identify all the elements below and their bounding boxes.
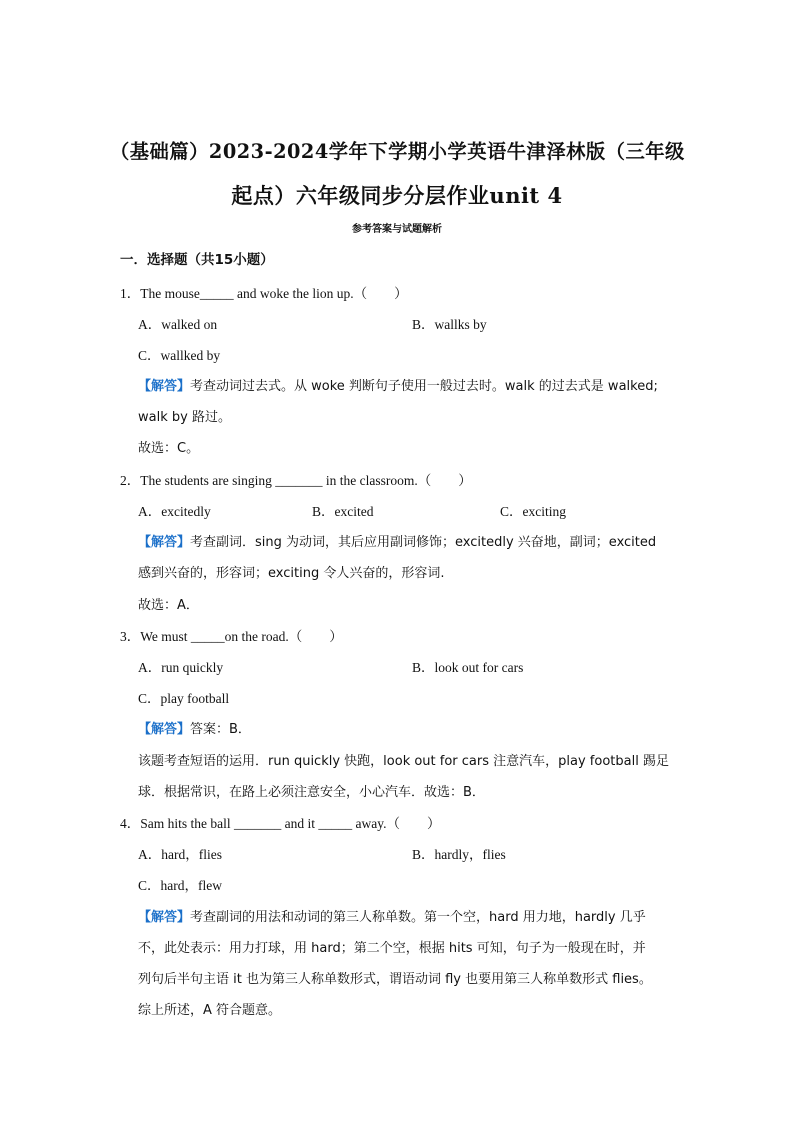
question-3-analysis-line-1	[138, 718, 251, 737]
question-1-stem: 1．The mouse_____ and woke the lion up.（ ）	[120, 286, 408, 301]
question-4-stem: 4．Sam hits the ball _______ and it _____ away.（ ）	[120, 816, 441, 831]
question-1-analysis-line-2: walk by 路过。	[138, 410, 231, 425]
question-3-analysis-line-2: 该题考查短语的运用．run quickly 快跑，look out for cars 注意汽车，play football 踢足	[138, 754, 669, 769]
question-2-stem: 2．The students are singing _______ in the classroom.（ ）	[120, 473, 472, 488]
question-4-option-c: C．hard，flew	[138, 878, 222, 893]
document-title-line-1: （基础篇）2023-2024学年下学期小学英语牛津泽林版（三年级	[110, 140, 685, 163]
question-2-option-a: A．excitedly	[138, 504, 211, 519]
question-2-option-b: B．excited	[312, 504, 374, 519]
question-2-analysis-line-1	[138, 531, 656, 550]
analysis-text: 答案：B．	[190, 722, 251, 737]
question-3-option-a: A．run quickly	[138, 660, 224, 675]
question-2-analysis-line-2: 感到兴奋的，形容词；exciting 令人兴奋的，形容词.	[138, 566, 445, 581]
question-1-answer: 故选：C。	[138, 441, 200, 456]
analysis-tag: 【解答】	[138, 910, 191, 925]
question-4-analysis-line-3: 列句后半句主语 it 也为第三人称单数形式，谓语动词 fly 也要用第三人称单数形式 flies。	[138, 972, 652, 987]
section-title: 一．选择题（共15小题）	[120, 252, 274, 268]
analysis-tag: 【解答】	[138, 379, 191, 394]
question-4-analysis-line-1	[138, 906, 646, 925]
question-4-analysis-line-2: 不，此处表示：用力打球，用 hard；第二个空，根据 hits 可知，句子为一般现在时，并	[138, 941, 646, 956]
question-1-option-b: B．wallks by	[412, 317, 487, 332]
document-subtitle: 参考答案与试题解析	[352, 224, 442, 235]
question-3-option-c: C．play football	[138, 691, 230, 706]
question-2-option-c: C．exciting	[500, 504, 566, 519]
analysis-tag: 【解答】	[138, 722, 191, 737]
question-4-option-a: A．hard，flies	[138, 847, 222, 862]
question-2-answer: 故选：A．	[138, 598, 199, 613]
analysis-text: 考查副词．sing 为动词，其后应用副词修饰；excitedly 兴奋地，副词；excited	[190, 535, 657, 550]
question-1-option-a: A．walked on	[138, 317, 218, 332]
document-title-line-2: 起点）六年级同步分层作业unit 4	[231, 183, 563, 208]
question-3-stem: 3．We must _____on the road.（ ）	[120, 629, 343, 644]
analysis-text: 考查动词过去式。从 woke 判断句子使用一般过去时。walk 的过去式是 walked;	[190, 379, 658, 394]
question-4-option-b: B．hardly，flies	[412, 847, 506, 862]
analysis-text: 考查副词的用法和动词的第三人称单数。第一个空，hard 用力地，hardly 几乎	[190, 910, 646, 925]
question-3-analysis-line-3: 球．根据常识，在路上必须注意安全，小心汽车．故选：B．	[138, 785, 485, 800]
question-3-option-b: B．look out for cars	[412, 660, 524, 675]
question-4-analysis-line-4: 综上所述，A 符合题意。	[138, 1003, 282, 1018]
analysis-tag: 【解答】	[138, 535, 191, 550]
question-1-option-c: C．wallked by	[138, 348, 221, 363]
question-1-analysis-line-1	[138, 375, 658, 394]
